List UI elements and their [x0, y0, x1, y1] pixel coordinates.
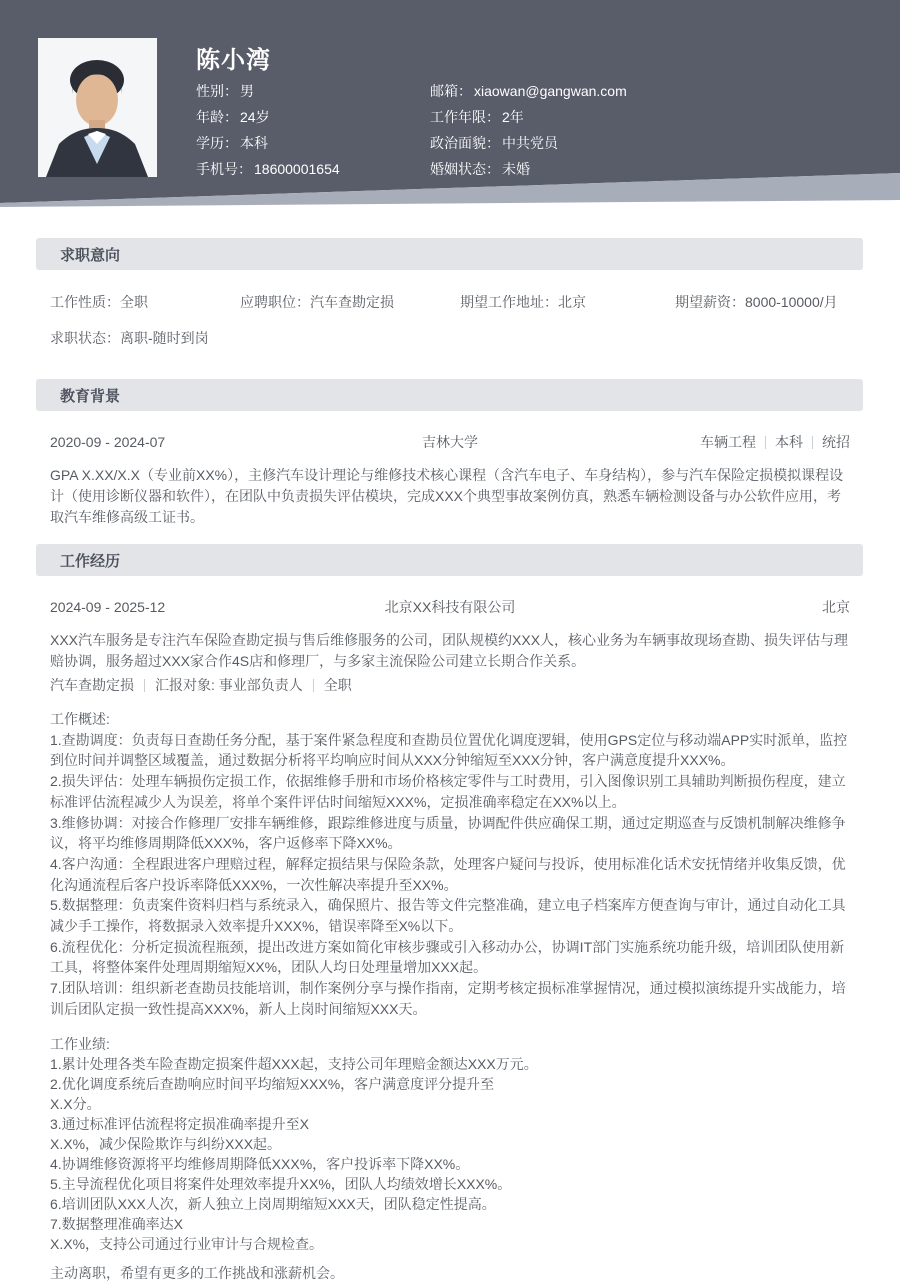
resume-header — [0, 0, 900, 207]
field-label: 年龄： — [196, 109, 238, 125]
field-gender — [196, 84, 430, 99]
school-name: 吉林大学 — [422, 434, 478, 450]
education-date: 2020-09 - 2024-07 — [50, 434, 166, 450]
intention-value: 汽车查勘定损 — [310, 294, 394, 310]
job-intention-section — [0, 295, 900, 346]
major-tag: 车辆工程 — [700, 434, 756, 450]
intention-value: 北京 — [558, 294, 586, 310]
position-divider — [313, 679, 314, 692]
field-label: 学历： — [196, 135, 238, 151]
field-value: 未婚 — [502, 161, 530, 177]
overview-item: 3.维修协调：对接合作修理厂安排车辆维修，跟踪维修进度与质量，协调配件供应确保工期，通过定期巡查与反馈机制解决维修争议，将平均维修周期降低XXX%，客户返修率下降XX%。 — [50, 814, 846, 852]
intention-label: 期望工作地址： — [460, 294, 558, 310]
field-label: 政治面貌： — [430, 135, 500, 151]
job-type: 全职 — [323, 677, 352, 693]
overview-item: 7.团队培训：组织新老查勘员技能培训，制作案例分享与操作指南，定期考核定损标准掌握情况，通过模拟演练提升实战能力，培训后团队定损一致性提高XXX%，新人上岗时间缩短XXX天。 — [50, 980, 846, 1017]
field-value: 24岁 — [240, 109, 270, 125]
overview-item: 5.数据整理：负责案件资料归档与系统录入，确保照片、报告等文件完整准确，建立电子档案库方便查询与审计，通过自动化工具减少手工操作，将数据录入效率提升XXX%，错误率降至X%以下。 — [50, 897, 846, 935]
education-meta-row — [50, 435, 850, 450]
work-experience-section — [0, 600, 900, 1283]
company-intro: XXX汽车服务是专注汽车保险查勘定损与售后维修服务的公司，团队规模约XXX人，核心业务为车辆事故现场查勘、损失评估与理赔协调，服务超过XXX家合作4S店和修理厂，与多家主流保险公司建立长期合作关系。 — [50, 632, 849, 669]
field-value: 18600001654 — [254, 161, 340, 177]
work-meta-row — [50, 600, 850, 615]
intention-value: 8000-10000/月 — [745, 294, 838, 310]
overview-item: 4.客户沟通：全程跟进客户理赔过程，解释定损结果与保险条款，处理客户疑问与投诉，使用标准化话术安抚情绪并收集反馈，优化沟通流程后客户投诉率降低XXX%，一次性解决率提升至XX%。 — [50, 855, 846, 893]
section-bar-education — [36, 379, 863, 411]
tag-divider — [812, 436, 813, 449]
overview-heading: 工作概述: — [50, 711, 110, 727]
achievement-line: X.X%，减少保险欺诈与纠纷XXX起。 — [50, 1135, 282, 1152]
field-work-years — [430, 110, 627, 125]
company-name: 北京XX科技有限公司 — [384, 599, 516, 615]
enrollment-tag: 统招 — [822, 434, 850, 450]
achievement-line: 3.通过标准评估流程将定损准确率提升至X — [50, 1115, 310, 1132]
achievement-line: 4.协调维修资源将平均维修周期降低XXX%，客户投诉率下降XX%。 — [50, 1155, 470, 1172]
candidate-name: 陈小湾 — [196, 47, 271, 74]
degree-tag: 本科 — [775, 434, 803, 450]
field-value: 中共党员 — [502, 135, 558, 151]
achievement-line: 6.培训团队XXX人次，新人独立上岗周期缩短XXX天，团队稳定性提高。 — [50, 1195, 496, 1212]
intention-label: 求职状态： — [50, 330, 120, 346]
section-bar-work-experience — [36, 544, 863, 576]
intention-value: 离职-随时到岗 — [120, 330, 209, 346]
field-label: 邮箱： — [430, 83, 472, 99]
achievement-line: 1.累计处理各类车险查勘定损案件超XXX起，支持公司年理赔金额达XXX万元。 — [50, 1055, 538, 1072]
field-email — [430, 84, 627, 99]
resignation-note: 主动离职，希望有更多的工作挑战和涨薪机会。 — [50, 1264, 344, 1281]
work-achievements-block — [50, 1034, 850, 1254]
tag-divider — [765, 436, 766, 449]
position-divider — [144, 679, 145, 692]
candidate-photo-image — [38, 38, 157, 177]
field-label: 性别： — [196, 83, 238, 99]
education-description: GPA X.XX/X.X（专业前XX%），主修汽车设计理论与维修技术核心课程（含汽车电子、车身结构），参与汽车保险定损模拟课程设计（使用诊断仪器和软件），在团队中负责损失评估模块，完成XXX个典型事故案例仿真，熟悉车辆检测设备与办公软件应用，考取汽车维修高级工证书。 — [50, 467, 844, 525]
achievement-line: 7.数据整理准确率达X — [50, 1215, 184, 1232]
header-fields — [196, 84, 627, 177]
field-value: 男 — [240, 83, 254, 99]
field-label: 工作年限： — [430, 109, 500, 125]
section-title-work-experience: 工作经历 — [60, 552, 121, 570]
candidate-photo — [38, 38, 157, 177]
field-label: 婚姻状态： — [430, 161, 500, 177]
achievement-line: 5.主导流程优化项目将案件处理效率提升XX%，团队人均绩效增长XXX%。 — [50, 1175, 512, 1192]
field-value: 2年 — [502, 109, 524, 125]
field-political-status — [430, 136, 627, 151]
field-phone — [196, 162, 430, 177]
intention-salary — [675, 295, 838, 310]
intention-label: 期望薪资： — [675, 294, 745, 310]
report-to: 汇报对象: 事业部负责人 — [155, 677, 303, 693]
intention-job-nature — [50, 295, 240, 310]
intention-location — [460, 295, 675, 310]
work-overview-block — [50, 709, 850, 1020]
intention-status — [50, 331, 209, 346]
education-section — [0, 435, 900, 528]
field-marital-status — [430, 162, 627, 177]
field-label: 手机号： — [196, 161, 252, 177]
achievement-line: X.X分。 — [50, 1095, 101, 1112]
intention-value: 全职 — [120, 294, 148, 310]
intention-position — [240, 295, 460, 310]
achievements-heading: 工作业绩: — [50, 1035, 110, 1052]
section-title-job-intention: 求职意向 — [60, 246, 121, 264]
field-age — [196, 110, 430, 125]
work-location: 北京 — [822, 599, 850, 615]
intention-row-2 — [50, 331, 850, 346]
achievement-line: 2.优化调度系统后查勘响应时间平均缩短XXX%，客户满意度评分提升至 — [50, 1075, 495, 1092]
position-line — [50, 678, 850, 693]
intention-label: 工作性质： — [50, 294, 120, 310]
position-title: 汽车查勘定损 — [50, 677, 134, 693]
achievement-line: X.X%，支持公司通过行业审计与合规检查。 — [50, 1235, 324, 1252]
overview-item: 2.损失评估：处理车辆损伤定损工作，依据维修手册和市场价格核定零件与工时费用，引入图像识别工具辅助判断损伤程度，建立标准评估流程减少人为误差，将单个案件评估时间缩短XXX%，定损准确率稳定在XX%以上。 — [50, 773, 846, 810]
overview-item: 1.查勘调度：负责每日查勘任务分配，基于案件紧急程度和查勘员位置优化调度逻辑，使用GPS定位与移动端APP实时派单，监控到位时间并调整区域覆盖，通过数据分析将平均响应时间从XXX分钟缩短至XXX分钟，客户满意度提升XXX%。 — [50, 731, 848, 769]
intention-row-1 — [50, 295, 850, 310]
education-tags — [630, 435, 850, 450]
work-date: 2024-09 - 2025-12 — [50, 599, 166, 615]
field-value: xiaowan@gangwan.com — [474, 83, 627, 99]
section-title-education: 教育背景 — [60, 387, 121, 405]
field-value: 本科 — [240, 135, 268, 151]
field-education-level — [196, 136, 430, 151]
section-bar-job-intention — [36, 238, 863, 270]
overview-item: 6.流程优化：分析定损流程瓶颈，提出改进方案如简化审核步骤或引入移动办公，协调IT部门实施系统功能升级，培训团队使用新工具，将整体案件处理周期缩短XX%，团队人均日处理量增加XXX起。 — [50, 938, 845, 976]
intention-label: 应聘职位： — [240, 294, 310, 310]
